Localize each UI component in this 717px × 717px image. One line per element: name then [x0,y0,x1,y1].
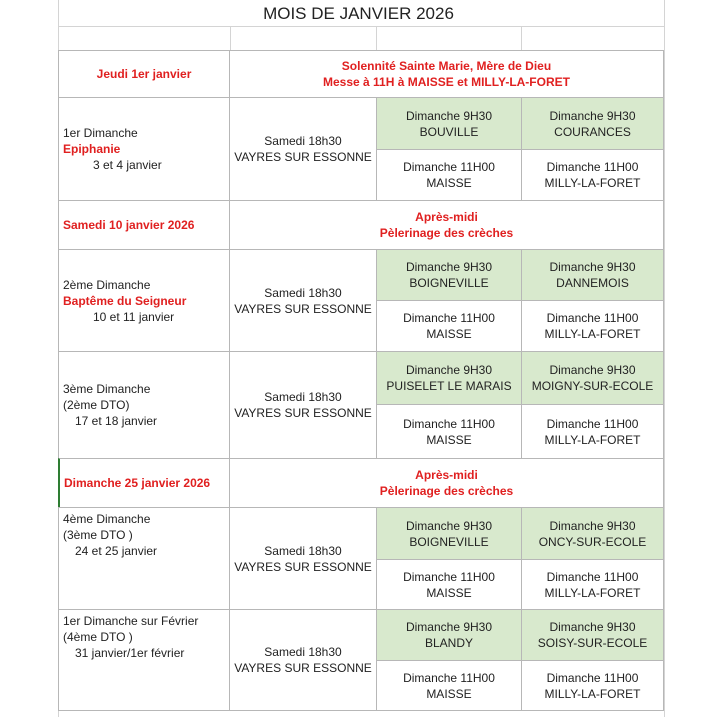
date-label: Dimanche 25 janvier 2026 [64,476,211,490]
mass-cell [376,249,522,301]
mass-time: Dimanche 11H00 [403,416,495,431]
mass-place: MILLY-LA-FORET [544,585,641,600]
feast-name: Epiphanie [63,142,121,156]
mass-time: Dimanche 9H30 [405,620,493,634]
mass-cell [521,351,664,405]
page-title: MOIS DE JANVIER 2026 [263,4,454,23]
mass-cell [521,507,664,560]
event-line: Après-midi [415,210,478,224]
mass-time: Dimanche 11H00 [403,311,495,325]
date-cell [58,458,230,508]
mass-place: MILLY-LA-FORET [544,327,641,341]
grid-line [521,26,522,50]
mass-cell [376,559,522,610]
date-cell [58,50,230,98]
mass-cell [521,609,664,661]
mass-cell [521,300,664,352]
mass-time: Dimanche 11H00 [546,416,639,431]
mass-time: Dimanche 11H00 [546,569,639,584]
mass-place: VAYRES SUR ESSONNE [234,406,372,420]
mass-time: Samedi 18h30 [264,285,342,300]
feast-name: Baptême du Seigneur [63,293,187,308]
week-dates: 17 et 18 janvier [75,414,158,428]
mass-time: Dimanche 9H30 [549,260,636,274]
mass-place: VAYRES SUR ESSONNE [234,301,372,316]
week-label-cell [58,97,230,201]
grid-line [58,26,664,27]
event-cell [229,458,664,508]
mass-place: VAYRES SUR ESSONNE [234,559,372,574]
saturday-mass-cell [229,97,377,201]
saturday-mass-cell [229,351,377,459]
mass-time: Dimanche 11H00 [546,311,639,325]
mass-cell [521,249,664,301]
mass-time: Dimanche 9H30 [549,518,636,533]
saturday-mass-cell [229,249,377,352]
mass-time: Dimanche 9H30 [405,108,493,123]
week-label-cell [58,351,230,459]
mass-place: VAYRES SUR ESSONNE [234,661,372,675]
mass-place: MAISSE [426,585,472,600]
week-dates: 31 janvier/1er février [75,646,185,660]
mass-place: ONCY-SUR-ECOLE [538,534,647,549]
week-dates: 3 et 4 janvier [93,158,162,172]
mass-place: MAISSE [426,176,472,190]
mass-time: Dimanche 11H00 [546,160,639,174]
mass-cell [521,149,664,201]
mass-cell [376,300,522,352]
mass-place: MILLY-LA-FORET [544,686,641,701]
mass-cell [376,351,522,405]
mass-time: Dimanche 9H30 [405,518,493,533]
mass-place: MAISSE [426,327,472,341]
mass-cell [376,97,522,150]
event-line: Après-midi [415,468,478,482]
date-label: Samedi 10 janvier 2026 [63,218,195,232]
mass-time: Dimanche 9H30 [405,260,493,274]
mass-cell [521,97,664,150]
mass-place: MILLY-LA-FORET [544,432,641,447]
mass-time: Dimanche 11H00 [403,160,495,174]
mass-time: Dimanche 11H00 [403,569,495,584]
grid-line [664,0,665,717]
date-label: Jeudi 1er janvier [96,67,192,81]
mass-place: MAISSE [426,686,472,701]
event-line: Solennité Sainte Marie, Mère de Dieu [341,59,552,73]
week-title: 1er Dimanche [63,126,138,140]
mass-time: Dimanche 9H30 [405,363,493,377]
grid-line [230,26,231,50]
date-cell [58,200,230,250]
mass-time: Dimanche 11H00 [546,670,639,685]
mass-time: Samedi 18h30 [264,134,342,148]
week-label-cell [58,507,230,610]
event-cell [229,200,664,250]
event-line: Pèlerinage des crèches [379,226,514,240]
mass-place: BOUVILLE [419,124,479,139]
week-title: 4ème Dimanche [63,512,151,526]
mass-time: Samedi 18h30 [264,645,342,659]
mass-cell [376,404,522,459]
mass-place: SOISY-SUR-ECOLE [537,636,648,650]
mass-time: Dimanche 9H30 [549,620,636,634]
event-line: Messe à 11H à MAISSE et MILLY-LA-FORET [323,75,570,89]
mass-time: Dimanche 9H30 [549,108,636,123]
mass-place: BLANDY [424,636,474,650]
event-line: Pèlerinage des crèches [379,484,514,498]
grid-line [376,26,377,50]
week-label-cell [58,609,230,711]
mass-place: MAISSE [426,432,472,447]
feast-name: (4ème DTO ) [63,630,133,644]
mass-place: COURANCES [554,124,631,139]
mass-place: VAYRES SUR ESSONNE [234,150,372,164]
mass-cell [376,609,522,661]
week-title: 2ème Dimanche [63,277,151,292]
mass-place: DANNEMOIS [556,276,629,290]
mass-place: PUISELET LE MARAIS [386,379,512,393]
feast-name: (3ème DTO ) [63,528,133,542]
event-cell [229,50,664,98]
mass-place: MOIGNY-SUR-ECOLE [531,379,654,393]
mass-time: Samedi 18h30 [264,390,342,404]
week-title: 1er Dimanche sur Février [63,614,199,628]
mass-cell [376,149,522,201]
mass-cell [521,660,664,711]
mass-cell [376,507,522,560]
mass-cell [521,559,664,610]
mass-time: Samedi 18h30 [264,543,342,558]
week-dates: 10 et 11 janvier [93,309,175,324]
week-label-cell [58,249,230,352]
saturday-mass-cell [229,507,377,610]
mass-cell [376,660,522,711]
saturday-mass-cell [229,609,377,711]
week-title: 3ème Dimanche [63,382,151,396]
mass-time: Dimanche 11H00 [403,670,495,685]
mass-place: BOIGNEVILLE [409,276,489,290]
mass-time: Dimanche 9H30 [549,363,636,377]
mass-cell [521,404,664,459]
week-dates: 24 et 25 janvier [75,544,158,558]
mass-place: BOIGNEVILLE [409,534,489,549]
feast-name: (2ème DTO) [63,398,130,412]
mass-place: MILLY-LA-FORET [544,176,641,190]
